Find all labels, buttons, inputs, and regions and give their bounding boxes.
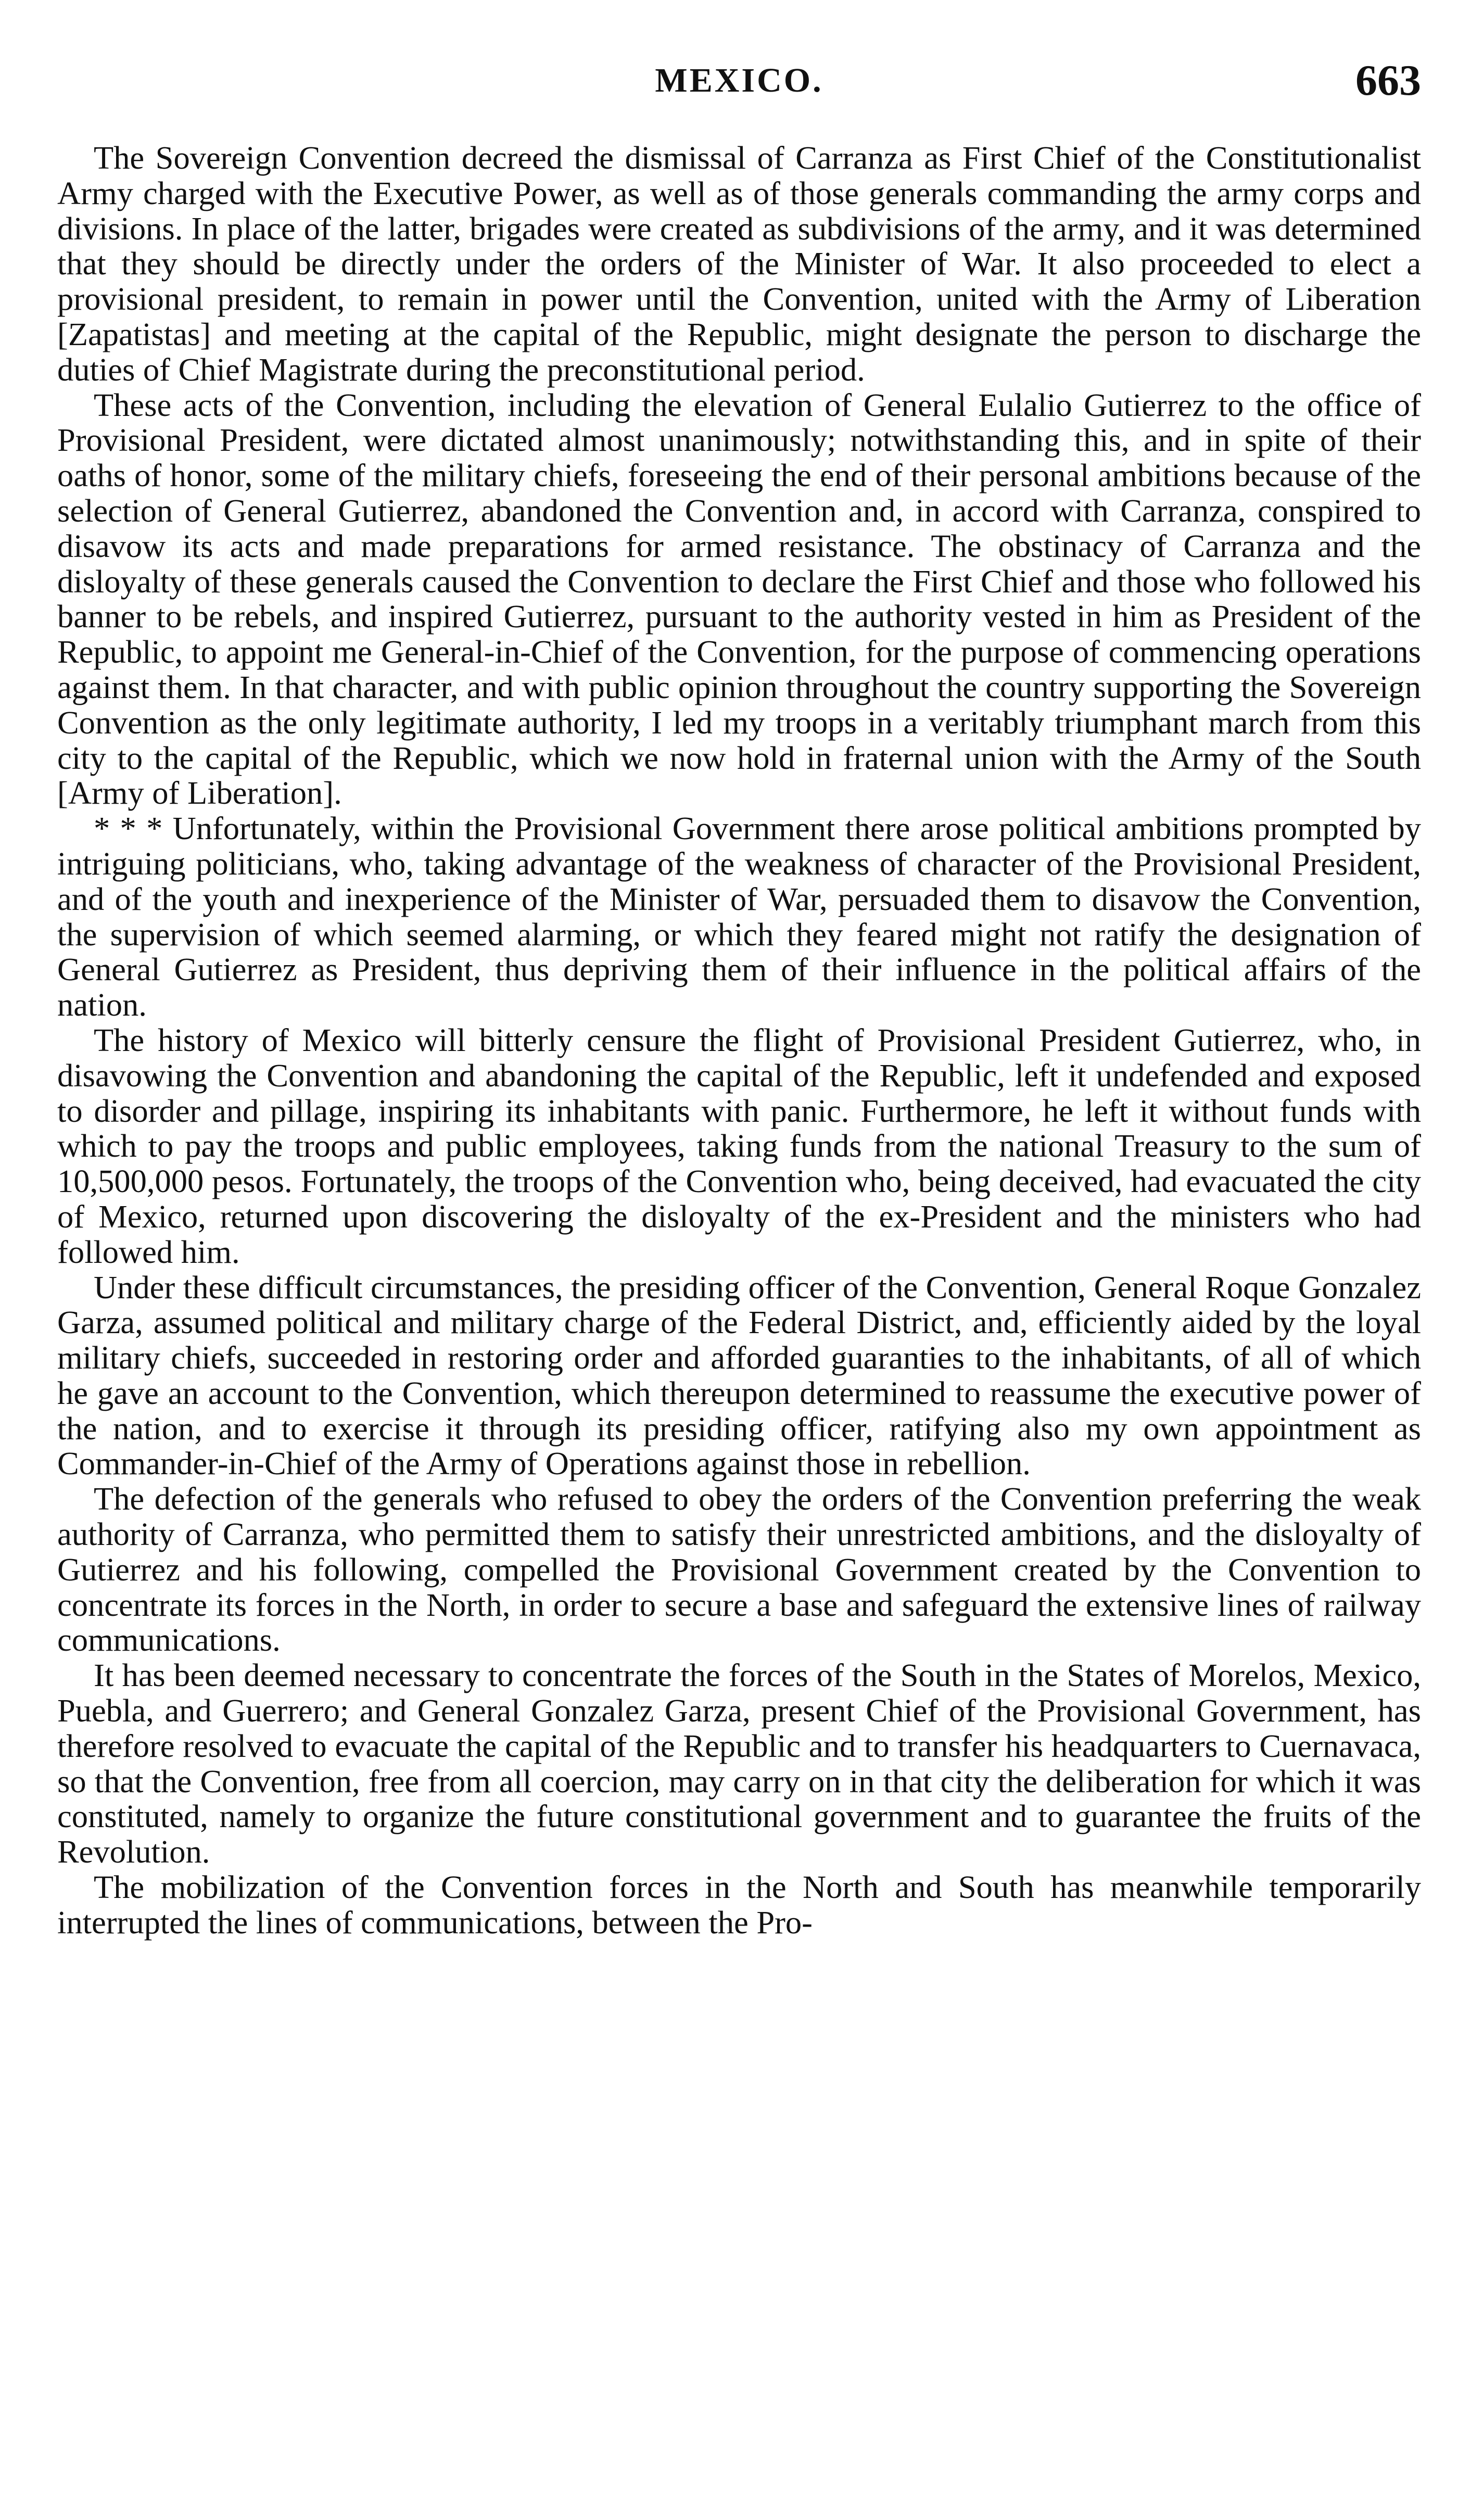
running-title: MEXICO. (655, 61, 823, 99)
page-number: 663 (1355, 56, 1421, 105)
paragraph-5: Under these difficult circumstances, the presiding officer of the Convention, General Roque Gonzalez Garza, assumed political and military charge of the Federal District, and, efficiently aided by the loyal military chiefs, succeeded in restoring order and afforded guaranties to the inhabitants, of all of which he gave an account to the Convention, which thereupon determined to reassume the executive power of the nation, and to exercise it through its presiding officer, ratifying also my own appointment as Commander-in-Chief of the Army of Operations against those in rebellion. (57, 1269, 1421, 1482)
paragraph-3: * * * Unfortunately, within the Provisional Government there arose political ambitions prompted by intriguing politicians, who, taking advantage of the weakness of character of the Provisional President, and of the youth and inexperience of the Minister of War, persuaded them to disavow the Convention, the supervision of which seemed alarming, or which they feared might not ratify the designation of General Gutierrez as President, thus depriving them of their influence in the political affairs of the nation. (57, 810, 1421, 1023)
paragraph-8: The mobilization of the Convention forces in the North and South has meanwhile temporarily interrupted the lines of communications, between the Pro- (57, 1869, 1421, 1941)
body-text (57, 141, 1421, 1941)
paragraph-2: These acts of the Convention, including the elevation of General Eulalio Gutierrez to the office of Provisional President, were dictated almost unanimously; notwithstanding this, and in spite of their oaths of honor, some of the military chiefs, foreseeing the end of their personal ambitions because of the selection of General Gutierrez, abandoned the Convention and, in accord with Carranza, conspired to disavow its acts and made preparations for armed resistance. The obstinacy of Carranza and the disloyalty of these generals caused the Convention to declare the First Chief and those who followed his banner to be rebels, and inspired Gutierrez, pursuant to the authority vested in him as President of the Republic, to appoint me General-in-Chief of the Convention, for the purpose of commencing operations against them. In that character, and with public opinion throughout the country supporting the Sovereign Convention as the only legitimate authority, I led my troops in a veritably triumphant march from this city to the capital of the Republic, which we now hold in fraternal union with the Army of the South [Army of Liberation]. (57, 386, 1421, 812)
paragraph-4: The history of Mexico will bitterly censure the flight of Provisional President Gutierrez, who, in disavowing the Convention and abandoning the capital of the Republic, left it undefended and exposed to disorder and pillage, inspiring its inhabitants with panic. Furthermore, he left it without funds with which to pay the troops and public employees, taking funds from the national Treasury to the sum of 10,500,000 pesos. Fortunately, the troops of the Convention who, being deceived, had evacuated the city of Mexico, returned upon discovering the disloyalty of the ex-President and the ministers who had followed him. (57, 1021, 1421, 1270)
paragraph-1: The Sovereign Convention decreed the dismissal of Carranza as First Chief of the Constitutionalist Army charged with the Executive Power, as well as of those generals commanding the army corps and divisions. In place of the latter, brigades were created as subdivisions of the army, and it was determined that they should be directly under the orders of the Minister of War. It also proceeded to elect a provisional president, to remain in power until the Convention, united with the Army of Liberation [Zapatistas] and meeting at the capital of the Republic, might designate the person to discharge the duties of Chief Magistrate during the preconstitutional period. (57, 140, 1421, 388)
paragraph-7: It has been deemed necessary to concentrate the forces of the South in the States of Morelos, Mexico, Puebla, and Guerrero; and General Gonzalez Garza, present Chief of the Provisional Government, has therefore resolved to evacuate the capital of the Republic and to transfer his headquarters to Cuernavaca, so that the Convention, free from all coercion, may carry on in that city the deliberation for which it was constituted, namely to organize the future constitutional government and to guarantee the fruits of the Revolution. (57, 1657, 1421, 1870)
running-header (57, 52, 1421, 109)
paragraph-6: The defection of the generals who refused to obey the orders of the Convention preferring the weak authority of Carranza, who permitted them to satisfy their unrestricted ambitions, and the disloyalty of Gutierrez and his following, compelled the Provisional Government created by the Convention to concentrate its forces in the North, in order to secure a base and safeguard the extensive lines of railway communications. (57, 1480, 1421, 1658)
